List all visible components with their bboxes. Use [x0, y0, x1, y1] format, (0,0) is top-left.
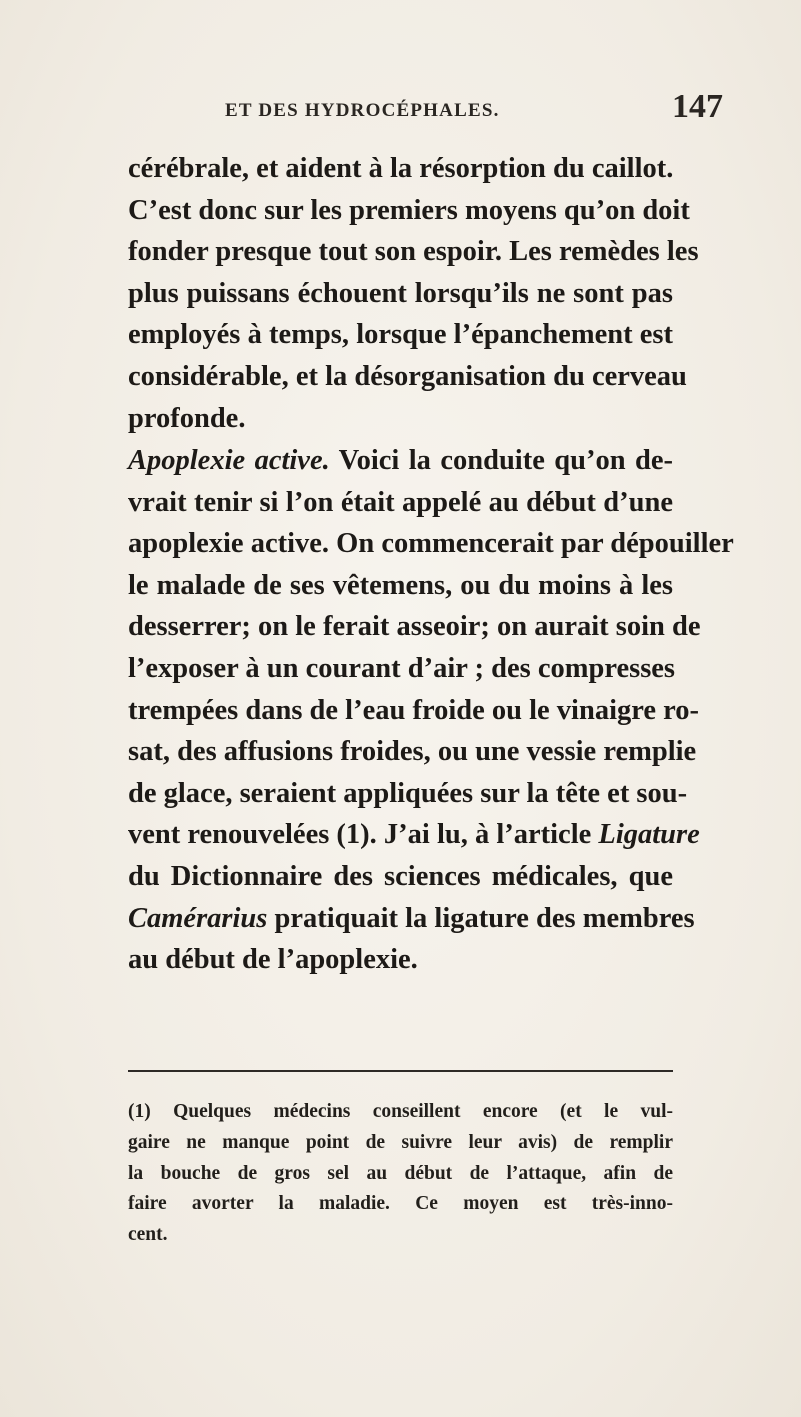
footnote-line: cent.	[128, 1224, 168, 1246]
text-line: fonder presque tout son espoir. Les remèdes les	[128, 236, 699, 268]
text-line: vrait tenir si l’on était appelé au début d’une	[128, 486, 673, 518]
text-line	[128, 440, 673, 482]
paragraph-2	[128, 440, 734, 981]
italic-term: Ligature	[598, 819, 700, 851]
text-line: profonde.	[128, 402, 246, 434]
text-line: apoplexie active. On commencerait par dépouiller	[128, 528, 734, 560]
footnote-rule	[128, 1070, 673, 1072]
footnote-line: (1) Quelques médecins conseillent encore (et le vul-	[128, 1101, 673, 1122]
paragraph-1	[128, 148, 699, 439]
page-number: 147	[672, 88, 723, 125]
text-line	[128, 814, 700, 856]
italic-name: Camérarius	[128, 902, 268, 934]
text-line: de glace, seraient appliquées sur la tête et sou-	[128, 777, 688, 809]
text-line: l’exposer à un courant d’air ; des compresses	[128, 652, 676, 684]
text-line	[128, 898, 695, 940]
running-head: ET DES HYDROCÉPHALES.	[225, 100, 500, 121]
text-segment: vent renouvelées (1). J’ai lu, à l’article	[128, 819, 599, 851]
text-line: C’est donc sur les premiers moyens qu’on doit	[128, 194, 690, 226]
footnote-line: la bouche de gros sel au début de l’attaque, afin de	[128, 1162, 673, 1184]
text-line: trempées dans de l’eau froide ou le vinaigre ro-	[128, 694, 700, 726]
text-line: plus puissans échouent lorsqu’ils ne sont pas	[128, 277, 673, 309]
footnote	[128, 1097, 673, 1251]
text-line: au début de l’apoplexie.	[128, 944, 418, 976]
text-segment: pratiquait la ligature des membres	[267, 902, 695, 934]
section-heading: Apoplexie active.	[128, 445, 330, 476]
text-line: desserrer; on le ferait asseoir; on aurait soin de	[128, 611, 701, 643]
footnote-line: gaire ne manque point de suivre leur avis) de remplir	[128, 1131, 673, 1153]
text-line: cérébrale, et aident à la résorption du caillot.	[128, 153, 674, 184]
text-line: considérable, et la désorganisation du cerveau	[128, 360, 687, 392]
text-line: employés à temps, lorsque l’épanchement est	[128, 319, 673, 351]
text-line: le malade de ses vêtemens, ou du moins à les	[128, 569, 673, 601]
footnote-line: faire avorter la maladie. Ce moyen est très-inno-	[128, 1193, 673, 1215]
text-segment: Voici la conduite qu’on de-	[329, 445, 673, 476]
text-line: du Dictionnaire des sciences médicales, que	[128, 860, 673, 892]
text-line: sat, des affusions froides, ou une vessie remplie	[128, 736, 697, 768]
